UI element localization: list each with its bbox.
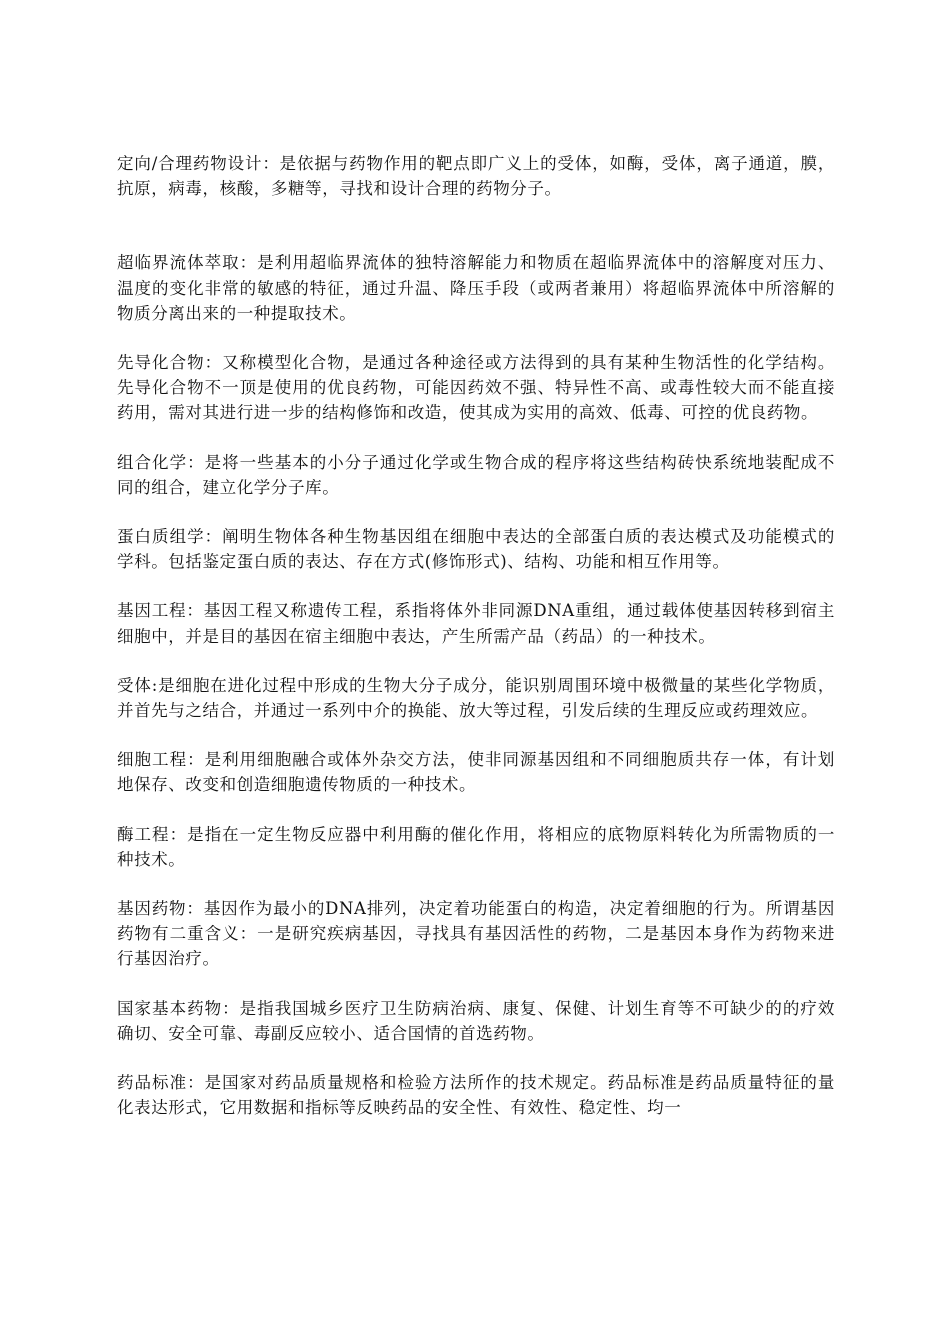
paragraph-essential-medicines: 国家基本药物：是指我国城乡医疗卫生防病治病、康复、保健、计划生育等不可缺少的的疗效确切、安全可靠、毒副反应较小、适合国情的首选药物。	[117, 998, 835, 1043]
paragraph-drug-standards: 药品标准：是国家对药品质量规格和检验方法所作的技术规定。药品标准是药品质量特征的量化表达形式，它用数据和指标等反映药品的安全性、有效性、稳定性、均一	[117, 1073, 835, 1118]
paragraph-genetic-engineering: 基因工程：基因工程又称遗传工程，系指将体外非同源DNA重组，通过载体使基因转移到宿主细胞中，并是目的基因在宿主细胞中表达，产生所需产品（药品）的一种技术。	[117, 601, 835, 646]
paragraph-supercritical-extraction: 超临界流体萃取：是利用超临界流体的独特溶解能力和物质在超临界流体中的溶解度对压力、温度的变化非常的敏感的特征，通过升温、降压手段（或两者兼用）将超临界流体中所溶解的物质分离出来的一种提取技术。	[117, 253, 835, 323]
document-body	[117, 151, 835, 1144]
paragraph-proteomics: 蛋白质组学：阐明生物体各种生物基因组在细胞中表达的全部蛋白质的表达模式及功能模式的学科。包括鉴定蛋白质的表达、存在方式(修饰形式)、结构、功能和相互作用等。	[117, 527, 835, 572]
paragraph-receptor: 受体:是细胞在进化过程中形成的生物大分子成分，能识别周围环境中极微量的某些化学物质，并首先与之结合，并通过一系列中介的换能、放大等过程，引发后续的生理反应或药理效应。	[117, 675, 835, 721]
paragraph-lead-compound: 先导化合物：又称模型化合物，是通过各种途径或方法得到的具有某种生物活性的化学结构。先导化合物不一顶是使用的优良药物，可能因药效不强、特异性不高、或毒性较大而不能直接药用，需对其进行进一步的结构修饰和改造，使其成为实用的高效、低毒、可控的优良药物。	[117, 353, 835, 423]
paragraph-combinatorial-chemistry: 组合化学：是将一些基本的小分子通过化学或生物合成的程序将这些结构砖快系统地装配成不同的组合，建立化学分子库。	[117, 452, 835, 497]
paragraph-enzyme-engineering: 酶工程：是指在一定生物反应器中利用酶的催化作用，将相应的底物原料转化为所需物质的一种技术。	[117, 824, 835, 869]
paragraph-gene-drugs: 基因药物：基因作为最小的DNA排列，决定着功能蛋白的构造，决定着细胞的行为。所谓基因药物有二重含义：一是研究疾病基因，寻找具有基因活性的药物，二是基因本身作为药物来进行基因治疗。	[117, 899, 835, 969]
paragraph-cell-engineering: 细胞工程：是利用细胞融合或体外杂交方法，使非同源基因组和不同细胞质共存一体，有计划地保存、改变和创造细胞遗传物质的一种技术。	[117, 750, 835, 795]
paragraph-rational-drug-design: 定向/合理药物设计：是依据与药物作用的靶点即广义上的受体，如酶，受体，离子通道，膜，抗原，病毒，核酸，多糖等，寻找和设计合理的药物分子。	[117, 154, 835, 199]
